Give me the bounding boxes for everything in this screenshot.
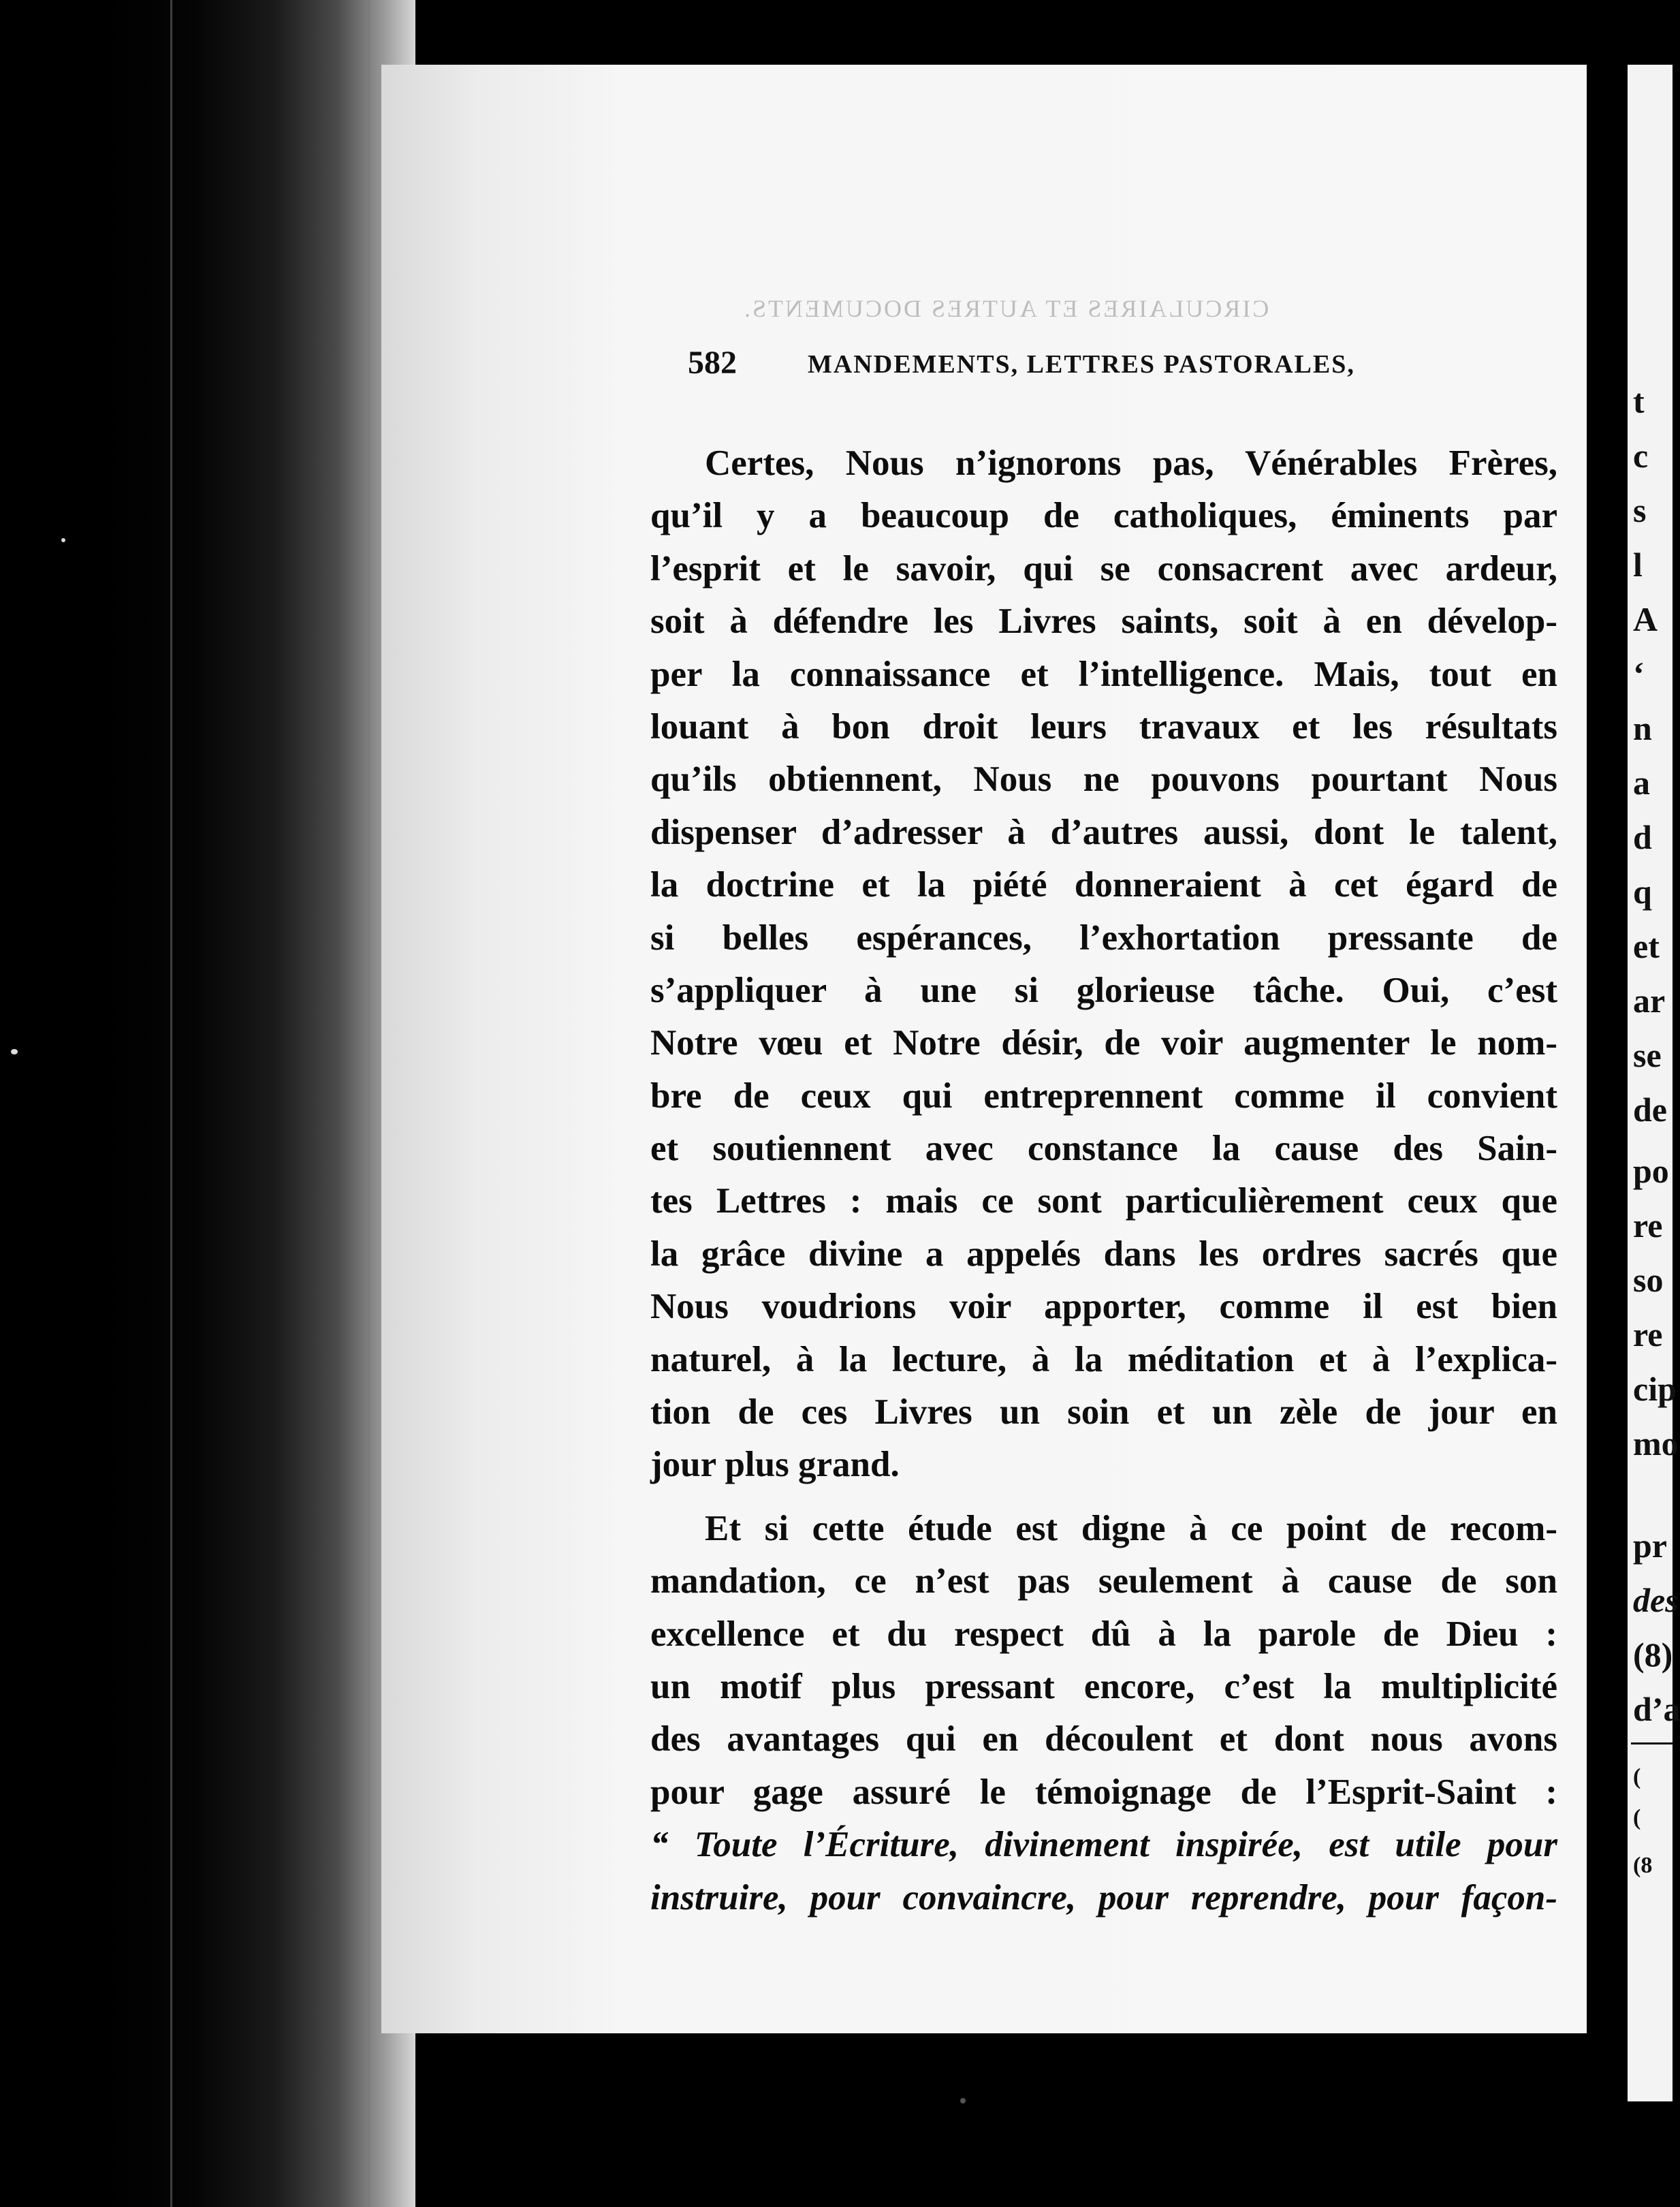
text-line: qu’ils obtiennent, Nous ne pouvons pourtant Nous	[650, 760, 1557, 800]
gutter-edge-line	[170, 0, 172, 2207]
right-page-fragment: (	[1633, 1805, 1641, 1830]
text-line: pour gage assuré le témoignage de l’Esprit-Saint :	[650, 1772, 1557, 1812]
right-page-fragment: so	[1633, 1261, 1664, 1299]
text-line: instruire, pour convaincre, pour reprendre, pour façon-	[650, 1877, 1557, 1918]
text-line: soit à défendre les Livres saints, soit à en dévelop-	[650, 601, 1557, 642]
page-number: 582	[688, 345, 737, 381]
right-page-fragment: (8)	[1633, 1635, 1673, 1674]
right-page-fragment: ar	[1633, 982, 1666, 1020]
text-line: Notre vœu et Notre désir, de voir augmenter le nom-	[650, 1023, 1557, 1063]
right-page-fragment: t	[1633, 382, 1645, 420]
right-page-fragment: mo	[1633, 1424, 1679, 1462]
text-line: des avantages qui en découlent et dont nous avons	[650, 1719, 1557, 1759]
right-page-fragment: de	[1633, 1091, 1667, 1129]
text-line: mandation, ce n’est pas seulement à cause de son	[650, 1561, 1557, 1601]
text-line: et soutiennent avec constance la cause des Sain-	[650, 1129, 1557, 1169]
text-line: excellence et du respect dû à la parole de Dieu :	[650, 1614, 1557, 1654]
text-line: naturel, à la lecture, à la méditation et à l’explica-	[650, 1339, 1557, 1379]
scan-speck	[61, 538, 65, 542]
text-line: per la connaissance et l’intelligence. Mais, tout en	[650, 654, 1557, 694]
text-line: la doctrine et la piété donneraient à cet égard de	[650, 865, 1557, 905]
text-line: bre de ceux qui entreprennent comme il convient	[650, 1076, 1557, 1116]
text-line: jour plus grand.	[650, 1445, 900, 1485]
text-line: Certes, Nous n’ignorons pas, Vénérables Frères,	[705, 443, 1557, 483]
right-page-fragment: (8	[1633, 1853, 1653, 1878]
right-page-fragment: (	[1633, 1764, 1641, 1789]
text-line: qu’il y a beaucoup de catholiques, éminents par	[650, 496, 1557, 536]
text-line: un motif plus pressant encore, c’est la multiplicité	[650, 1666, 1557, 1706]
text-line: louant à bon droit leurs travaux et les résultats	[650, 706, 1557, 747]
right-page-fragment: q	[1633, 873, 1652, 911]
right-page-edge	[1628, 65, 1680, 2101]
text-line: Et si cette étude est digne à ce point de recom-	[705, 1508, 1557, 1548]
right-page-fragment: des	[1633, 1581, 1679, 1619]
right-page-fragment: pr	[1633, 1527, 1667, 1565]
bleed-through-text: CIRCULAIRES ET AUTRES DOCUMENTS.	[742, 295, 1269, 322]
text-line: la grâce divine a appelés dans les ordres sacrés que	[650, 1234, 1557, 1274]
text-line: tes Lettres : mais ce sont particulièrement ceux que	[650, 1181, 1557, 1221]
right-page-fragment: s	[1633, 491, 1647, 529]
right-page-fragment: et	[1633, 927, 1660, 965]
right-page-fragment: d’a	[1633, 1690, 1680, 1728]
right-page-fragment: re	[1633, 1315, 1663, 1353]
running-title: MANDEMENTS, LETTRES PASTORALES,	[808, 350, 1355, 379]
right-page-fragment: se	[1633, 1036, 1662, 1074]
text-line: Nous voudrions voir apporter, comme il est bien	[650, 1287, 1557, 1327]
right-page-fragment: l	[1633, 546, 1643, 584]
right-page-fragment: cip	[1633, 1370, 1677, 1408]
text-line: dispenser d’adresser à d’autres aussi, dont le talent,	[650, 812, 1557, 852]
right-page-fragment: A	[1633, 600, 1658, 638]
page-header	[688, 344, 1464, 385]
gutter-edge-line	[368, 0, 370, 2207]
text-line: l’esprit et le savoir, qui se consacrent avec ardeur,	[650, 548, 1557, 589]
right-page-fragment: c	[1633, 437, 1649, 475]
right-page-fragment: re	[1633, 1206, 1663, 1245]
text-line: tion de ces Livres un soin et un zèle de jour en	[650, 1392, 1557, 1433]
right-page-fragment: d	[1633, 818, 1652, 856]
paragraph-gap	[650, 1492, 1557, 1503]
text-line: “ Toute l’Écriture, divinement inspirée, est utile pour	[650, 1825, 1557, 1865]
scan-speck	[11, 1049, 18, 1054]
right-page-fragment: n	[1633, 709, 1652, 747]
body-text	[650, 437, 1557, 1924]
right-page-fragment: a	[1633, 764, 1650, 802]
right-page-fragment: po	[1633, 1152, 1669, 1190]
text-line: si belles espérances, l’exhortation pressante de	[650, 918, 1557, 958]
text-line: s’appliquer à une si glorieuse tâche. Oui, c’est	[650, 970, 1557, 1010]
right-page-footnote-rule	[1631, 1742, 1673, 1744]
right-page-fragment: ‘	[1633, 655, 1645, 693]
scan-speck	[960, 2098, 966, 2103]
